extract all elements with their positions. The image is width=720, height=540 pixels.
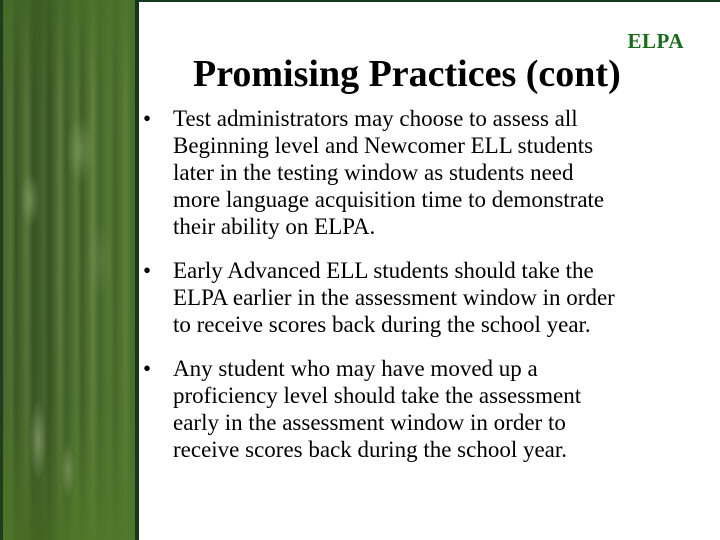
bullet-text-line: early in the assessment window in order to (173, 410, 566, 435)
bullet-text-line: ELPA earlier in the assessment window in order (173, 285, 615, 310)
bullet-text-line: Any student who may have moved up a (173, 356, 538, 381)
bullet-item (140, 355, 700, 463)
bullet-text-line: Beginning level and Newcomer ELL students (173, 133, 594, 158)
bullet-text-line: more language acquisition time to demonstrate (173, 187, 605, 212)
bullet-text-line: Early Advanced ELL students should take the (173, 258, 594, 283)
bullet-list (140, 105, 700, 480)
forest-image-panel (0, 0, 135, 540)
bullet-item (140, 105, 700, 240)
bullet-text-line: to receive scores back during the school year. (173, 312, 591, 337)
bullet-text-line: later in the testing window as students need (173, 160, 574, 185)
bullet-text-line: Test administrators may choose to assess all (173, 106, 578, 131)
slide-title: Promising Practices (cont) (193, 53, 621, 95)
bullet-text-line: receive scores back during the school year. (173, 437, 568, 462)
bullet-item (140, 257, 700, 338)
bullet-icon: • (143, 106, 152, 131)
side-panel-border (135, 0, 139, 540)
bullet-text-line: their ability on ELPA. (173, 214, 376, 239)
bullet-text-line: proficiency level should take the assessment (173, 383, 582, 408)
bullet-icon: • (143, 356, 152, 381)
section-label: ELPA (627, 29, 684, 53)
bullet-icon: • (143, 258, 152, 283)
